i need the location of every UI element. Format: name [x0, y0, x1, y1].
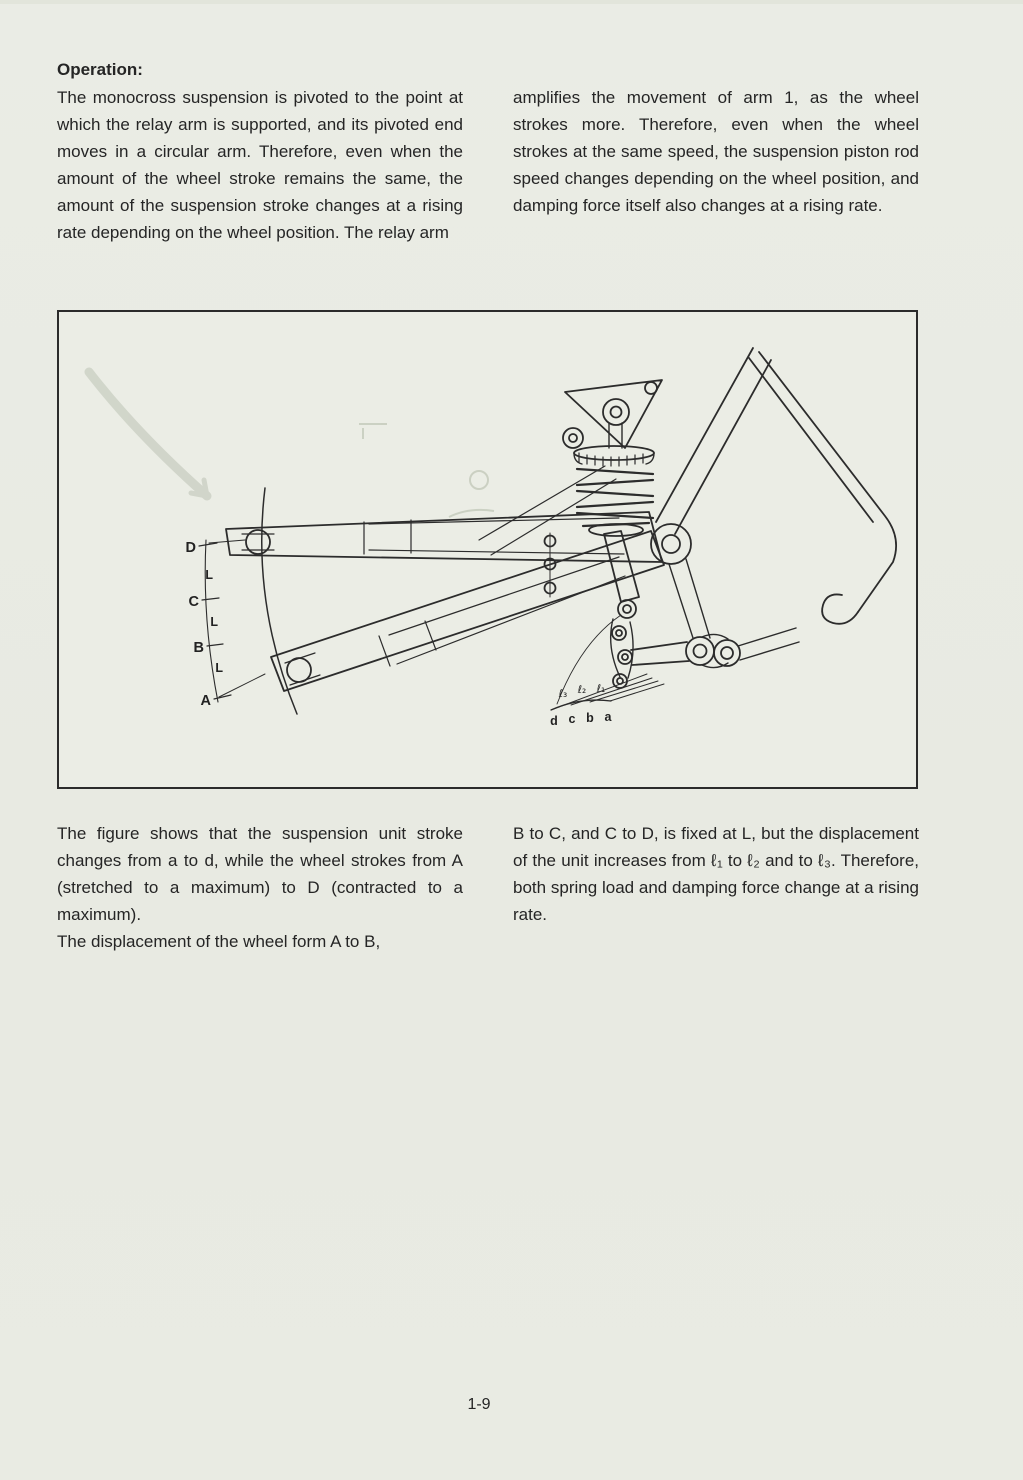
frame-tube-front-outer [656, 348, 753, 522]
diagram-linework [199, 348, 896, 714]
scan-artifact-swoosh [89, 372, 207, 496]
label-l3: ℓ₃ [558, 688, 568, 700]
frame-tube-rear-outer [759, 352, 896, 612]
body-left-column [57, 820, 463, 955]
label-a: a [604, 710, 612, 724]
label-C: C [188, 594, 199, 610]
rear-stay-hook [822, 594, 858, 623]
label-L-1: L [205, 568, 213, 582]
suspension-diagram [59, 312, 916, 787]
intro-left-column [57, 84, 463, 246]
label-L-3: L [215, 661, 223, 675]
label-A: A [200, 693, 211, 709]
frame-tube-rear-inner [749, 358, 873, 522]
wheel-stroke-labels [186, 540, 224, 709]
body-right-paragraph: B to C, and C to D, is fixed at L, but the displacement of the unit increases from ℓ₁ to ℓ₂ and to ℓ₃. Therefore, both spring load and damping force change at a rising rate. [513, 824, 919, 924]
scan-artifact-marks [359, 424, 494, 517]
operation-heading: Operation: [57, 60, 143, 79]
body-left-paragraph-1: The figure shows that the suspension unit stroke changes from a to d, while the wheel strokes from A (stretched to a maximum) to D (contracted to a maximum). [57, 824, 463, 924]
upper-shock-bracket [565, 380, 662, 448]
spring-seat [589, 524, 643, 536]
unit-stroke-letters [550, 710, 612, 728]
label-B: B [193, 640, 204, 656]
coil-spring [577, 469, 653, 526]
label-b: b [586, 711, 594, 725]
label-D: D [185, 540, 196, 556]
body-left-paragraph-2: The displacement of the wheel form A to B, [57, 932, 381, 951]
link-to-rear-stay [738, 628, 799, 660]
label-l1: ℓ₁ [596, 683, 606, 695]
rocker-pivot-boss [686, 637, 714, 665]
swingarm-lower-position [271, 531, 664, 691]
body-right-column [513, 820, 919, 928]
frame-tube-front-inner [675, 360, 771, 534]
label-l2: ℓ₂ [577, 684, 587, 696]
intro-right-column [513, 84, 919, 219]
suspension-figure-frame [57, 310, 918, 789]
intro-left-paragraph: The monocross suspension is pivoted to the point at which the relay arm is supported, and its pivoted end moves in a circular arm. Therefore, even when the amount of the wheel stroke remains the same, the amount of the suspension stroke changes at a rising rate depending on the wheel position. The relay arm [57, 88, 463, 242]
page-number: 1-9 [467, 1396, 491, 1413]
label-c: c [568, 712, 576, 726]
label-d: d [550, 714, 558, 728]
spring-collar [574, 446, 654, 460]
swingarm-upper-position [226, 512, 662, 562]
label-L-2: L [210, 615, 218, 629]
rocker-arm-upper-edge [631, 642, 687, 650]
intro-right-paragraph: amplifies the movement of arm 1, as the wheel strokes more. Therefore, even when the wheel strokes at the same speed, the suspension piston rod speed changes depending on the wheel position, and damping force itself also changes at a rising rate. [513, 88, 919, 215]
